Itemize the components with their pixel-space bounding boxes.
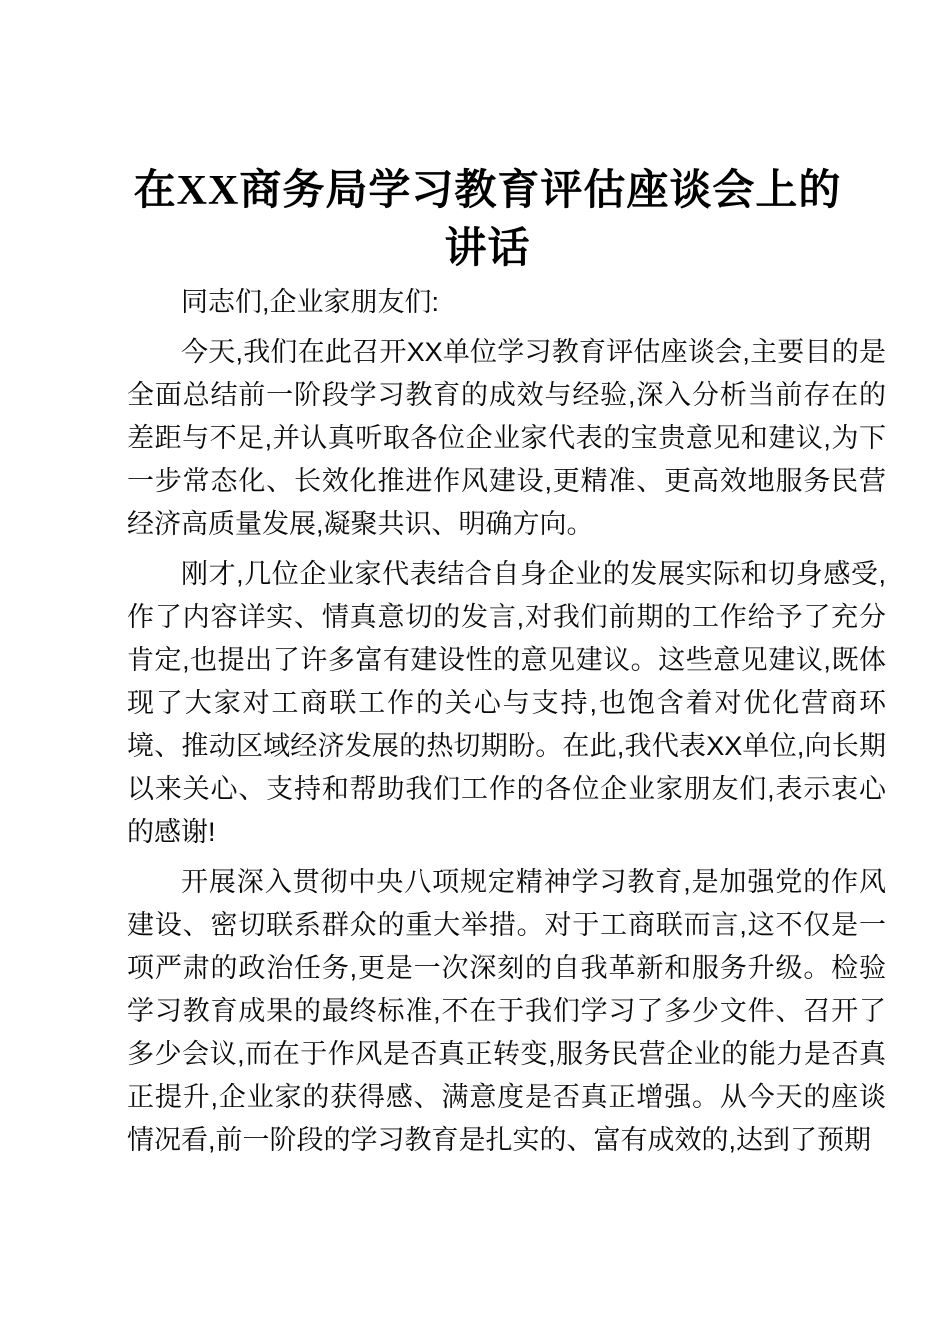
document-title-line-2: 讲话 [444, 226, 531, 272]
salutation-paragraph: 同志们,企业家朋友们: [181, 287, 440, 317]
document-title [80, 162, 895, 278]
body-paragraph: 开展深入贯彻中央八项规定精神学习教育,是加强党的作风建设、密切联系群众的重大举措。对于工商联而言,这不仅是一项严肃的政治任务,更是一次深刻的自我革新和服务升级。检验学习教育成果的最终标准,不在于我们学习了多少文件、召开了多少会议,而在于作风是否真正转变,服务民营企业的能力是否真正提升,企业家的获得感、满意度是否真正增强。从今天的座谈情况看,前一阶段的学习教育是扎实的、富有成效的,达到了预期 [127, 867, 886, 1155]
body-paragraph: 今天,我们在此召开XX单位学习教育评估座谈会,主要目的是全面总结前一阶段学习教育的成效与经验,深入分析当前存在的差距与不足,并认真听取各位企业家代表的宝贵意见和建议,为下一步常态化、长效化推进作风建设,更精准、更高效地服务民营经济高质量发展,凝聚共识、明确方向。 [127, 337, 886, 539]
body-paragraph: 刚才,几位企业家代表结合自身企业的发展实际和切身感受,作了内容详实、情真意切的发言,对我们前期的工作给予了充分肯定,也提出了许多富有建设性的意见建议。这些意见建议,既体现了大家对工商联工作的关心与支持,也饱含着对优化营商环境、推动区域经济发展的热切期盼。在此,我代表XX单位,向长期以来关心、支持和帮助我们工作的各位企业家朋友们,表示衷心的感谢! [127, 559, 886, 847]
document-title-line-1: 在XX商务局学习教育评估座谈会上的 [133, 168, 842, 214]
document-body [127, 281, 886, 1162]
